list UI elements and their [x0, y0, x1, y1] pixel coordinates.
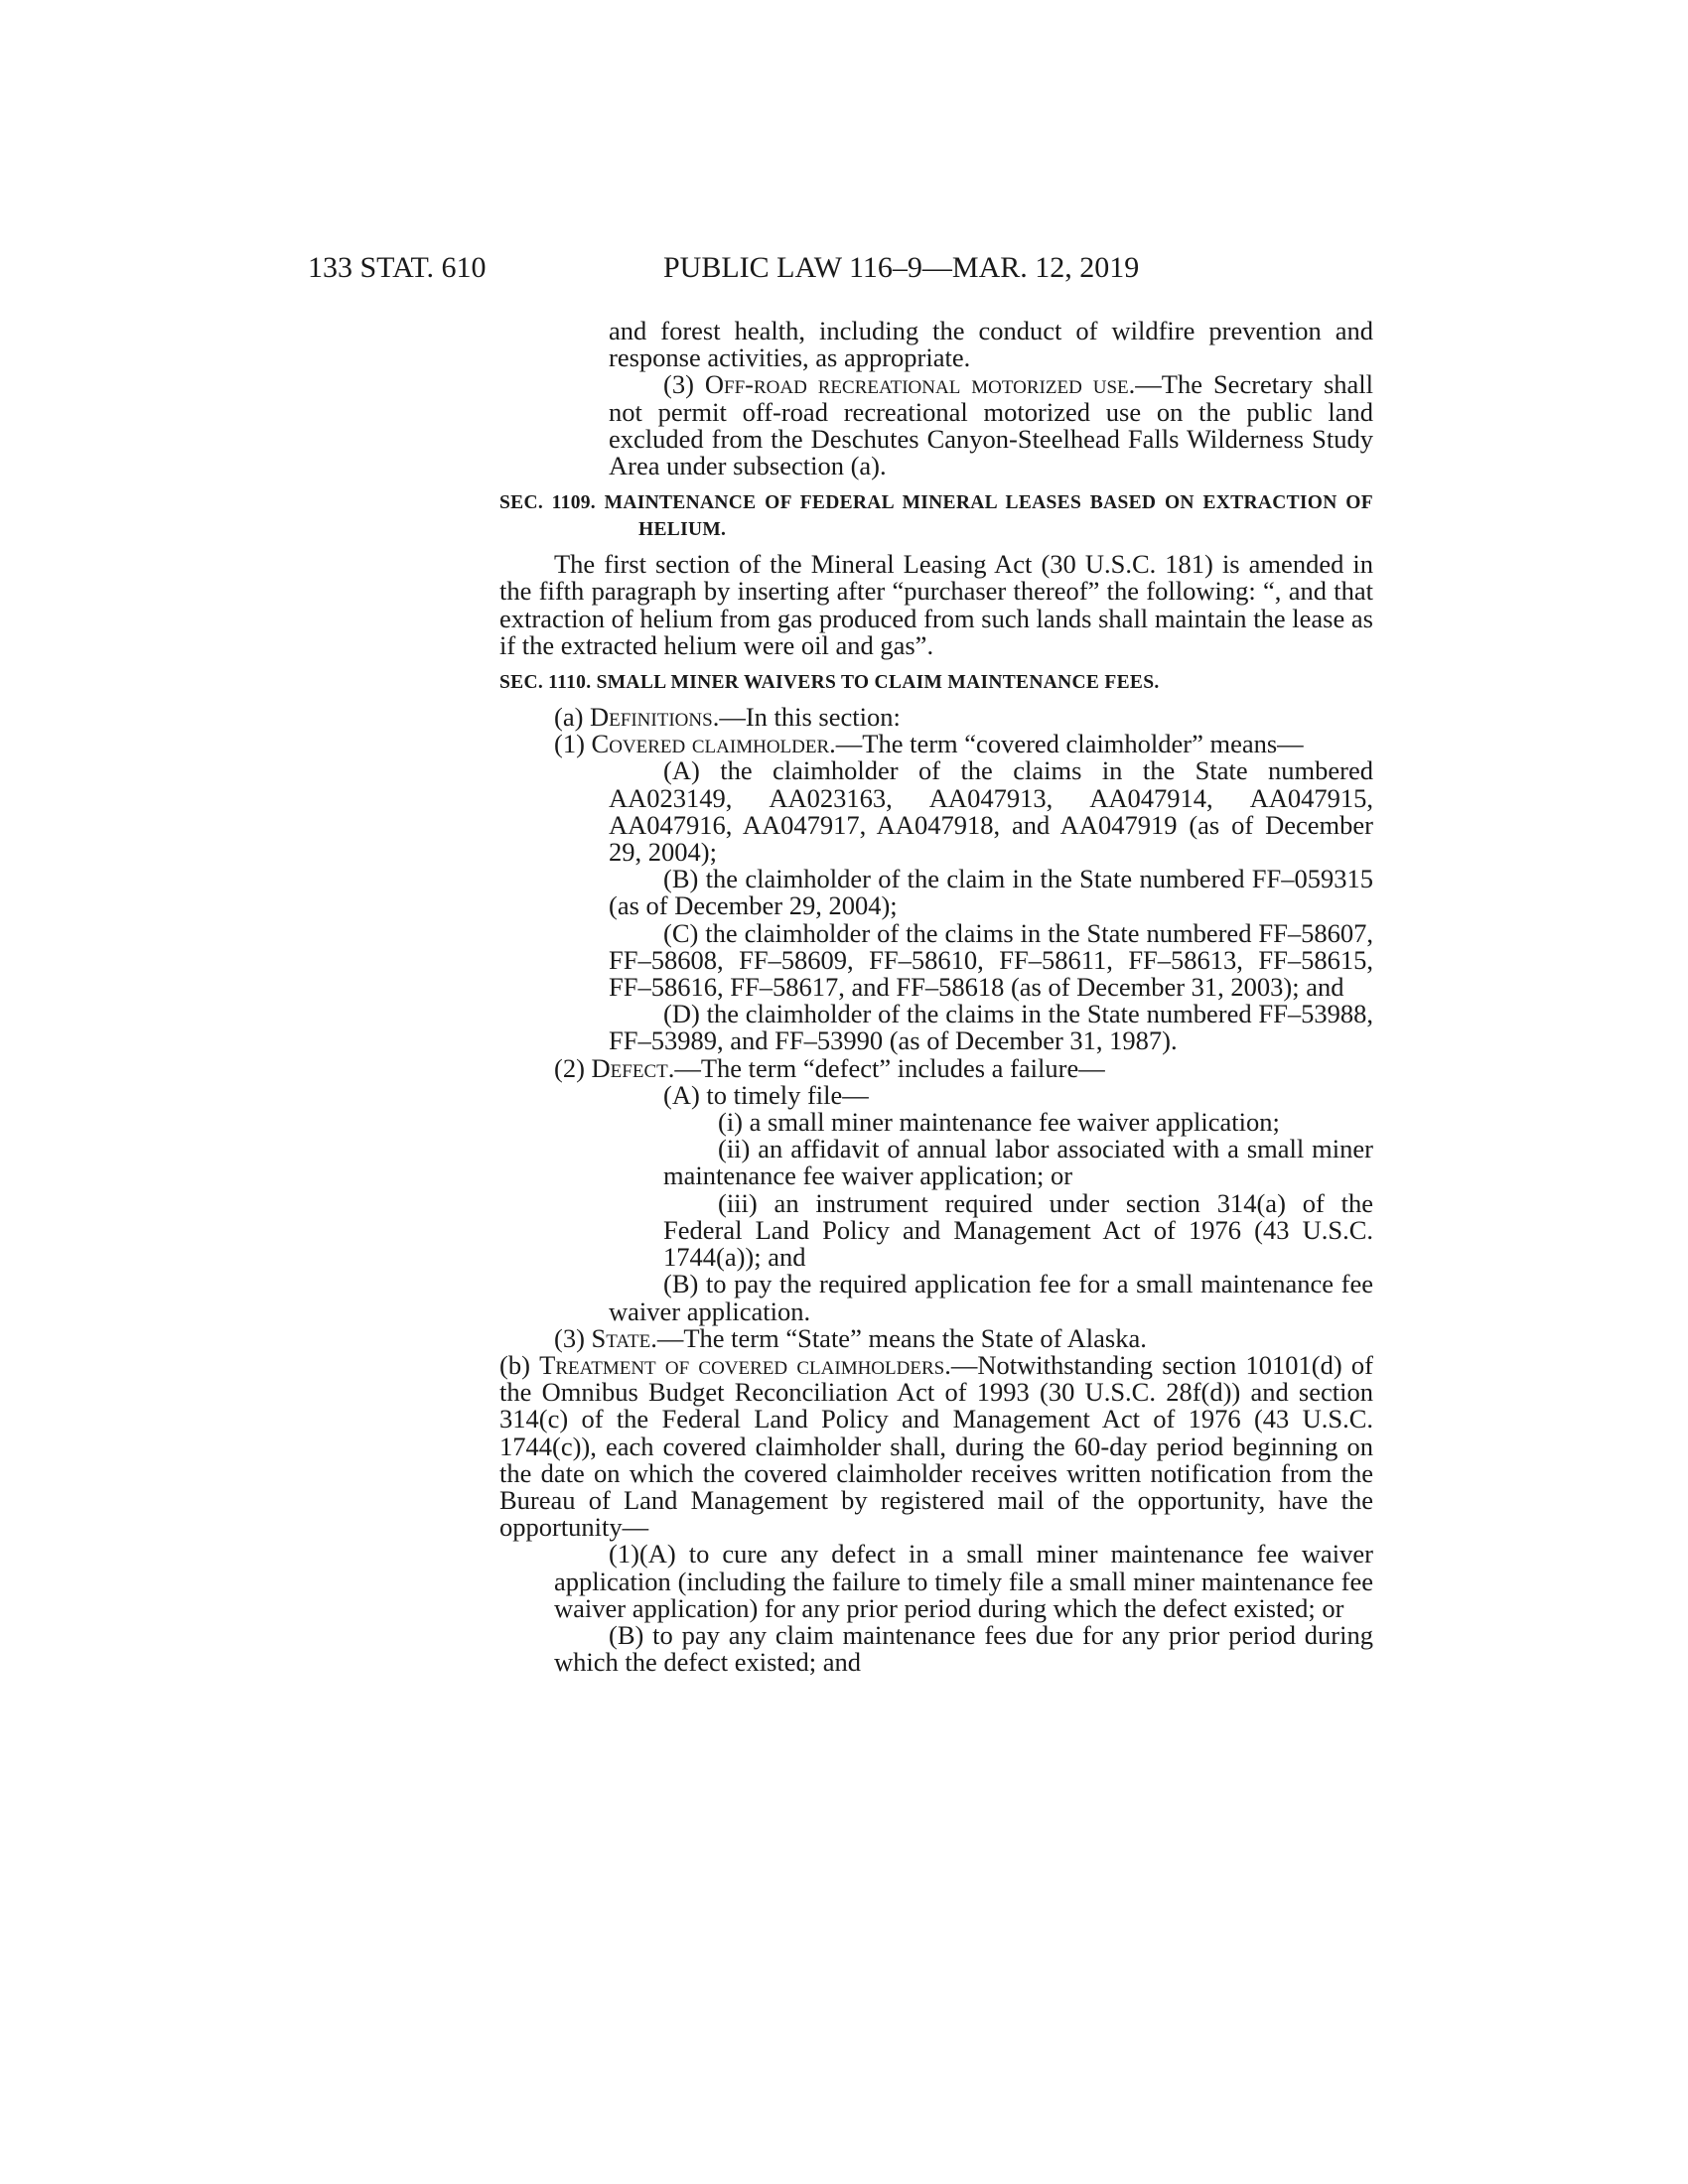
- paragraph-b1B: (B) to pay any claim maintenance fees due for any prior period during which the defect existed; and: [554, 1619, 1373, 1678]
- paragraph-offroad-use: (3) Off-road recreational motorized use.—The Secretary shall not permit off-road recreational motorized use on the public land excluded from the Deschutes Canyon-Steelhead Falls Wilderness Study Area under subsection (a).: [609, 369, 1373, 481]
- subparagraph-1D: (D) the claimholder of the claims in the State numbered FF–53988, FF–53989, and FF–53990 (as of December 31, 1987).: [609, 999, 1373, 1056]
- page-header: [0, 251, 1688, 291]
- subsection-a: (a) Definitions.—In this section:: [554, 702, 901, 733]
- clause-2Aiii: (iii) an instrument required under section 314(a) of the Federal Land Policy and Management Act of 1976 (43 U.S.C. 1744(a)); and: [663, 1187, 1373, 1273]
- clause-2Aii: (ii) an affidavit of annual labor associated with a small miner maintenance fee waiver application; or: [663, 1134, 1373, 1191]
- clause-2Ai: (i) a small miner maintenance fee waiver application;: [718, 1107, 1280, 1138]
- paragraph-b1A: (1)(A) to cure any defect in a small miner maintenance fee waiver application (including the failure to timely file a small miner maintenance fee waiver application) for any prior period during which the defect existed; or: [554, 1539, 1373, 1623]
- paragraph-3-state: (3) State.—The term “State” means the State of Alaska.: [554, 1322, 1147, 1353]
- running-head-title: PUBLIC LAW 116–9—MAR. 12, 2019: [663, 251, 1140, 284]
- subparagraph-1C: (C) the claimholder of the claims in the State numbered FF–58607, FF–58608, FF–58609, FF–58610, FF–58611, FF–58613, FF–58615, FF–58616, FF–58617, and FF–58618 (as of December 31, 2003); and: [609, 917, 1373, 1003]
- subparagraph-2B: (B) to pay the required application fee for a small maintenance fee waiver application.: [609, 1269, 1373, 1326]
- section-heading-1110: SEC. 1110. SMALL MINER WAIVERS TO CLAIM MAINTENANCE FEES.: [499, 672, 1160, 694]
- subsection-b: (b) Treatment of covered claimholders.—Notwithstanding section 10101(d) of the Omnibus Budget Reconciliation Act of 1993 (30 U.S.C. 28f(d)) and section 314(c) of the Federal Land Policy and Management Act of 1976 (43 U.S.C. 1744(c)), each covered claimholder shall, during the 60-day period beginning on the date on which the covered claimholder receives written notification from the Bureau of Land Management by registered mail of the opportunity, have the opportunity—: [499, 1349, 1373, 1543]
- paragraph-2-defect: (2) Defect.—The term “defect” includes a failure—: [554, 1052, 1105, 1083]
- section-heading-1109: SEC. 1109. MAINTENANCE OF FEDERAL MINERAL LEASES BASED ON EXTRACTION OF HELIUM.: [499, 492, 1373, 541]
- subparagraph-1A: (A) the claimholder of the claims in the State numbered AA023149, AA023163, AA047913, AA047914, AA047915, AA047916, AA047917, AA047918, and AA047919 (as of December 29, 2004);: [609, 755, 1373, 868]
- paragraph-1-covered-claimholder: (1) Covered claimholder.—The term “covered claimholder” means—: [554, 729, 1304, 759]
- paragraph-sec-1109: The first section of the Mineral Leasing Act (30 U.S.C. 181) is amended in the fifth paragraph by inserting after “purchaser thereof” the following: “, and that extraction of helium from gas produced from such lands shall maintain the lease as if the extracted helium were oil and gas”.: [499, 549, 1373, 660]
- statute-page-number: 133 STAT. 610: [308, 251, 487, 284]
- subparagraph-1B: (B) the claimholder of the claim in the State numbered FF–059315 (as of December 29, 2004);: [609, 864, 1373, 921]
- page-body: [499, 318, 1373, 1676]
- subparagraph-2A: (A) to timely file—: [663, 1079, 869, 1110]
- paragraph-continued: and forest health, including the conduct of wildfire prevention and response activities, as appropriate.: [609, 316, 1373, 373]
